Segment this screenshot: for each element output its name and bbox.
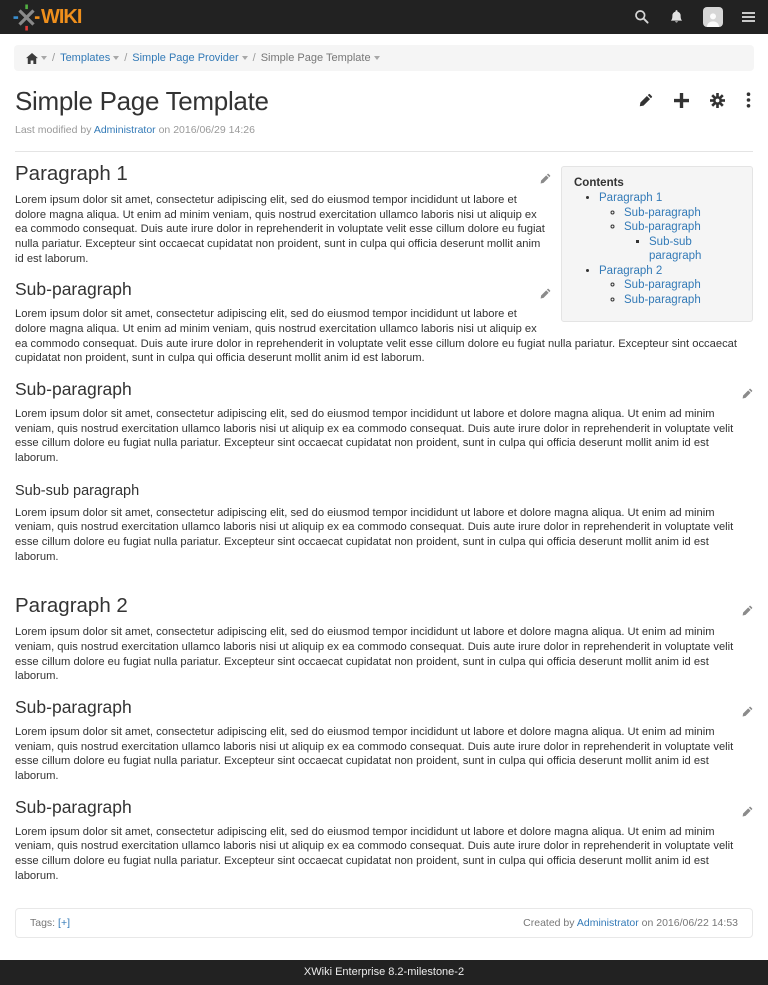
add-tag-button[interactable]: [+] [58, 917, 70, 930]
toc-link[interactable]: Sub-paragraph [624, 293, 701, 306]
tags-label: Tags: [30, 917, 56, 930]
section-paragraph: Lorem ipsum dolor sit amet, consectetur adipiscing elit, sed do eiusmod tempor incididunt ut labore et dolore magna aliqua. Ut enim ad minim veniam, quis nostrud exercitation ullamco laboris nisi ut aliquip ex ea commodo consequat. Duis aute irure dolor in reprehenderit in voluptate velit esse cillum dolore eu fugiat nulla pariatur. Excepteur sint occaecat cupidatat non proident, sunt in culpa qui officia deserunt mollit anim id est laborum. [15, 825, 734, 882]
home-icon [26, 53, 38, 64]
tags-area [30, 917, 70, 929]
section-heading [15, 797, 753, 818]
breadcrumb-item-templates [60, 52, 119, 64]
document-actions [639, 86, 753, 108]
section-paragraph: Lorem ipsum dolor sit amet, consectetur adipiscing elit, sed do eiusmod tempor incididunt ut labore et dolore magna aliqua. Ut enim ad minim veniam, quis nostrud exercitation ullamco laboris nisi ut aliquip ex ea commodo consequat. Duis aute irure dolor in reprehenderit in voluptate velit esse cillum dolore eu fugiat nulla pariatur. Excepteur sint occaecat cupidatat non proident, sunt in culpa qui officia deserunt mollit anim id est laborum. [15, 506, 734, 563]
page-title: Simple Page Template [15, 86, 269, 116]
section-title: Paragraph 2 [15, 594, 128, 618]
toc-item [624, 206, 740, 221]
xwiki-logo-text: WIKI [41, 6, 82, 28]
toc-link[interactable]: Sub-paragraph [624, 206, 701, 219]
section-edit-pencil-icon[interactable] [742, 383, 753, 404]
chevron-down-icon[interactable] [242, 56, 248, 60]
toc-item [599, 191, 740, 264]
section-edit-pencil-icon[interactable] [742, 598, 753, 622]
toc-item [624, 220, 740, 264]
section-edit-pencil-icon[interactable] [540, 166, 551, 190]
header-divider [15, 151, 753, 152]
section-heading [15, 697, 753, 718]
edit-pencil-icon[interactable] [639, 93, 653, 107]
last-modified-author-link[interactable]: Administrator [93, 124, 156, 136]
section-title: Sub-paragraph [15, 279, 132, 300]
document-content [15, 162, 753, 894]
breadcrumb-link-templates[interactable]: Templates [60, 52, 111, 64]
created-line [523, 917, 738, 929]
table-of-contents-panel [561, 166, 753, 322]
toc-title: Contents [574, 177, 624, 189]
document-footer [15, 908, 753, 938]
created-prefix: Created by [523, 917, 575, 930]
version-bar [0, 960, 768, 985]
section-edit-pencil-icon[interactable] [742, 801, 753, 822]
toc-link[interactable]: Paragraph 2 [599, 264, 663, 277]
top-navbar [0, 0, 768, 34]
settings-gear-icon[interactable] [710, 93, 725, 108]
breadcrumb-separator: / [52, 52, 56, 64]
user-avatar[interactable] [703, 7, 723, 27]
section-heading [15, 594, 753, 618]
more-actions-kebab-icon[interactable] [746, 92, 751, 108]
breadcrumb-item-simple-page-provider [132, 52, 247, 64]
page-header [15, 86, 753, 117]
xwiki-logo-mark-icon [13, 4, 40, 31]
toc-item [649, 235, 740, 264]
xwiki-logo[interactable] [13, 4, 81, 31]
notifications-bell-icon[interactable] [669, 9, 684, 25]
breadcrumb-home[interactable] [26, 53, 47, 64]
toc-link[interactable]: Sub-sub paragraph [649, 235, 702, 262]
create-plus-icon[interactable] [674, 93, 689, 108]
breadcrumb-separator: / [252, 52, 256, 64]
toc-item [624, 293, 740, 308]
section-paragraph: Lorem ipsum dolor sit amet, consectetur adipiscing elit, sed do eiusmod tempor incididunt ut labore et dolore magna aliqua. Ut enim ad minim veniam, quis nostrud exercitation ullamco laboris nisi ut aliquip ex ea commodo consequat. Duis aute irure dolor in reprehenderit in voluptate velit esse cillum dolore eu fugiat nulla pariatur. Excepteur sint occaecat cupidatat non proident, sunt in culpa qui officia deserunt mollit anim id est laborum. [15, 194, 545, 265]
toc-link[interactable]: Sub-paragraph [624, 279, 701, 291]
hamburger-menu-icon[interactable] [742, 12, 755, 22]
toc-list [574, 191, 740, 307]
breadcrumb [14, 45, 754, 71]
breadcrumb-separator: / [124, 52, 128, 64]
section-title: Sub-paragraph [15, 796, 132, 817]
chevron-down-icon[interactable] [374, 56, 380, 60]
section-title: Sub-paragraph [15, 379, 132, 400]
chevron-down-icon[interactable] [113, 56, 119, 60]
breadcrumb-link-simple-page-provider[interactable]: Simple Page Provider [132, 52, 239, 64]
section-edit-pencil-icon[interactable] [742, 701, 753, 722]
toc-link[interactable]: Paragraph 1 [599, 192, 663, 204]
created-suffix: on 2016/06/22 14:53 [641, 917, 738, 930]
navbar-icons [634, 7, 755, 27]
section-title: Sub-sub paragraph [15, 482, 140, 499]
version-text: XWiki Enterprise 8.2-milestone-2 [303, 966, 465, 979]
section-title: Paragraph 1 [15, 162, 128, 185]
breadcrumb-current-label: Simple Page Template [260, 52, 371, 64]
section-paragraph: Lorem ipsum dolor sit amet, consectetur adipiscing elit, sed do eiusmod tempor incididunt ut labore et dolore magna aliqua. Ut enim ad minim veniam, quis nostrud exercitation ullamco laboris nisi ut aliquip ex ea commodo consequat. Duis aute irure dolor in reprehenderit in voluptate velit esse cillum dolore eu fugiat nulla pariatur. Excepteur sint occaecat cupidatat non proident, sunt in culpa qui officia deserunt mollit anim id est laborum. [15, 726, 734, 783]
toc-item [599, 264, 740, 308]
avatar-image [703, 7, 723, 27]
last-modified-line [15, 124, 753, 136]
section-paragraph: Lorem ipsum dolor sit amet, consectetur adipiscing elit, sed do eiusmod tempor incididunt ut labore et dolore magna aliqua. Ut enim ad minim veniam, quis nostrud exercitation ullamco laboris nisi ut aliquip ex ea commodo consequat. Duis aute irure dolor in reprehenderit in voluptate velit esse cillum dolore eu fugiat nulla pariatur. Excepteur sint occaecat cupidatat non proident, sunt in culpa qui officia deserunt mollit anim id est laborum. [15, 308, 737, 365]
section-paragraph: Lorem ipsum dolor sit amet, consectetur adipiscing elit, sed do eiusmod tempor incididunt ut labore et dolore magna aliqua. Ut enim ad minim veniam, quis nostrud exercitation ullamco laboris nisi ut aliquip ex ea commodo consequat. Duis aute irure dolor in reprehenderit in voluptate velit esse cillum dolore eu fugiat nulla pariatur. Excepteur sint occaecat cupidatat non proident, sunt in culpa qui officia deserunt mollit anim id est laborum. [15, 408, 734, 465]
created-author-link[interactable]: Administrator [576, 917, 639, 930]
section-heading [15, 379, 753, 400]
section-title: Sub-paragraph [15, 697, 132, 718]
section-paragraph: Lorem ipsum dolor sit amet, consectetur adipiscing elit, sed do eiusmod tempor incididunt ut labore et dolore magna aliqua. Ut enim ad minim veniam, quis nostrud exercitation ullamco laboris nisi ut aliquip ex ea commodo consequat. Duis aute irure dolor in reprehenderit in voluptate velit esse cillum dolore eu fugiat nulla pariatur. Excepteur sint occaecat cupidatat non proident, sunt in culpa qui officia deserunt mollit anim id est laborum. [15, 626, 734, 683]
last-modified-suffix: on 2016/06/29 14:26 [158, 124, 255, 136]
search-icon[interactable] [634, 9, 650, 25]
chevron-down-icon[interactable] [41, 56, 47, 60]
section-edit-pencil-icon[interactable] [540, 283, 551, 304]
breadcrumb-item-current [261, 52, 380, 64]
toc-item [624, 278, 740, 293]
last-modified-prefix: Last modified by [15, 124, 92, 136]
toc-link[interactable]: Sub-paragraph [624, 221, 701, 233]
section-heading [15, 483, 753, 499]
